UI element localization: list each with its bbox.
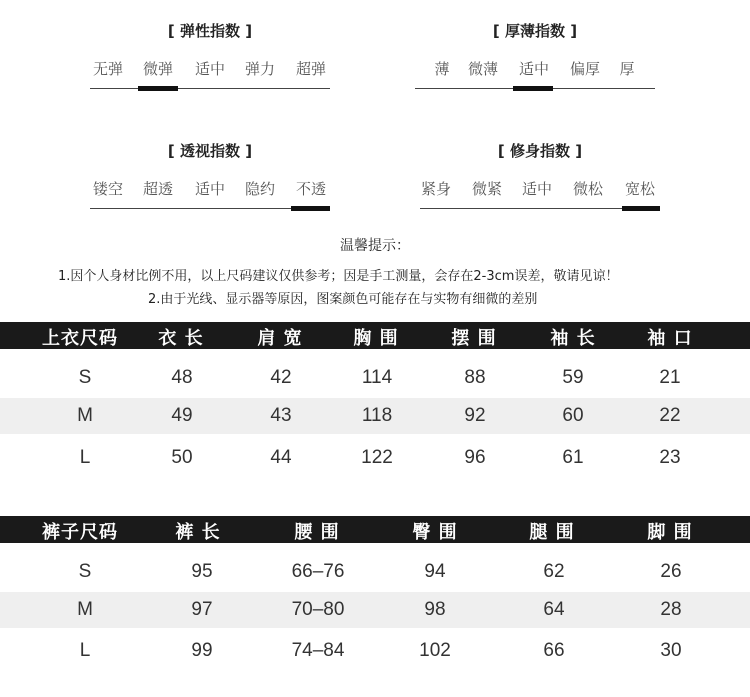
index-scale-line [90, 88, 330, 89]
table-cell: 22 [659, 405, 681, 426]
index-option: 微紧 [471, 180, 503, 198]
table-cell: 23 [659, 447, 681, 468]
table-cell: 42 [270, 367, 292, 388]
index-option: 紧身 [420, 180, 452, 198]
table-row [0, 592, 750, 628]
tips-title: 温馨提示： [340, 238, 410, 254]
index-options [415, 58, 655, 78]
table-cell: 114 [361, 367, 393, 388]
table-cell: S [78, 561, 92, 582]
index-option: 薄 [434, 60, 450, 78]
table-cell: 60 [562, 405, 584, 426]
table-cell: 26 [660, 561, 682, 582]
index-option: 隐约 [244, 180, 276, 198]
table-cell: 97 [191, 599, 213, 620]
table-row [0, 440, 750, 476]
header-cell: 摆 围 [451, 328, 497, 349]
index-title: [ 修身指数 ] [497, 142, 583, 160]
table-cell: M [77, 599, 93, 620]
table-cell: 66–76 [291, 561, 345, 582]
index-selected-marker [513, 86, 553, 91]
table-cell: 62 [543, 561, 565, 582]
index-option: 厚 [619, 60, 635, 78]
table-cell: L [79, 447, 91, 468]
table-cell: 88 [464, 367, 486, 388]
index-option: 超透 [142, 180, 174, 198]
table-cell: M [77, 405, 93, 426]
tip-line-1: 1.因个人身材比例不用，以上尺码建议仅供参考；因是手工测量，会存在2-3cm误差，敬请见谅！ [58, 269, 619, 284]
index-title: [ 弹性指数 ] [167, 22, 253, 40]
header-cell: 腰 围 [294, 522, 340, 543]
table-cell: 48 [171, 367, 193, 388]
header-cell: 肩 宽 [257, 328, 303, 349]
table-cell: 49 [171, 405, 193, 426]
table-header [0, 516, 750, 543]
index-option: 适中 [194, 60, 226, 78]
table-cell: 70–80 [291, 599, 345, 620]
table-cell: 66 [543, 640, 565, 661]
table-cell: 98 [424, 599, 446, 620]
tip-line-2: 2.由于光线、显示器等原因，图案颜色可能存在与实物有细微的差别 [148, 292, 538, 307]
table-cell: 61 [562, 447, 584, 468]
table-cell: 74–84 [291, 640, 345, 661]
table-cell: 28 [660, 599, 682, 620]
table-row [0, 398, 750, 434]
header-cell: 裤 长 [175, 522, 221, 543]
index-options [420, 178, 660, 198]
table-cell: 64 [543, 599, 565, 620]
index-selected-marker [138, 86, 178, 91]
index-option: 超弹 [295, 60, 327, 78]
index-options [90, 58, 330, 78]
index-option: 偏厚 [569, 60, 601, 78]
table-cell: 122 [361, 447, 393, 468]
header-cell: 腿 围 [529, 522, 575, 543]
table-cell: 43 [270, 405, 292, 426]
table-header [0, 322, 750, 349]
header-cell: 衣 长 [158, 328, 204, 349]
table-cell: 59 [562, 367, 584, 388]
index-option: 适中 [521, 180, 553, 198]
index-option: 适中 [518, 60, 550, 78]
table-cell: 99 [191, 640, 213, 661]
table-cell: 30 [660, 640, 682, 661]
header-cell: 脚 围 [647, 522, 693, 543]
table-cell: 94 [424, 561, 446, 582]
header-cell: 臀 围 [412, 522, 458, 543]
index-option: 不透 [295, 180, 327, 198]
index-option: 宽松 [624, 180, 656, 198]
table-cell: 50 [171, 447, 193, 468]
index-title: [ 透视指数 ] [167, 142, 253, 160]
index-option: 无弹 [92, 60, 124, 78]
table-cell: 44 [270, 447, 292, 468]
header-cell: 袖 长 [550, 328, 596, 349]
header-cell: 上衣尺码 [42, 328, 118, 349]
index-option: 镂空 [92, 180, 124, 198]
index-options [90, 178, 330, 198]
header-cell: 胸 围 [353, 328, 399, 349]
table-cell: 96 [464, 447, 486, 468]
table-row [0, 554, 750, 590]
table-cell: 102 [419, 640, 451, 661]
table-row [0, 360, 750, 396]
index-selected-marker [291, 206, 330, 211]
header-cell: 袖 口 [647, 328, 693, 349]
index-selected-marker [622, 206, 660, 211]
table-cell: S [78, 367, 92, 388]
index-option: 微松 [572, 180, 604, 198]
table-row [0, 633, 750, 669]
table-cell: L [79, 640, 91, 661]
index-title: [ 厚薄指数 ] [492, 22, 578, 40]
index-option: 微薄 [467, 60, 499, 78]
table-cell: 95 [191, 561, 213, 582]
index-option: 微弹 [142, 60, 174, 78]
table-cell: 118 [361, 405, 393, 426]
index-option: 适中 [194, 180, 226, 198]
header-cell: 裤子尺码 [42, 522, 118, 543]
index-option: 弹力 [244, 60, 276, 78]
table-cell: 21 [659, 367, 681, 388]
table-cell: 92 [464, 405, 486, 426]
